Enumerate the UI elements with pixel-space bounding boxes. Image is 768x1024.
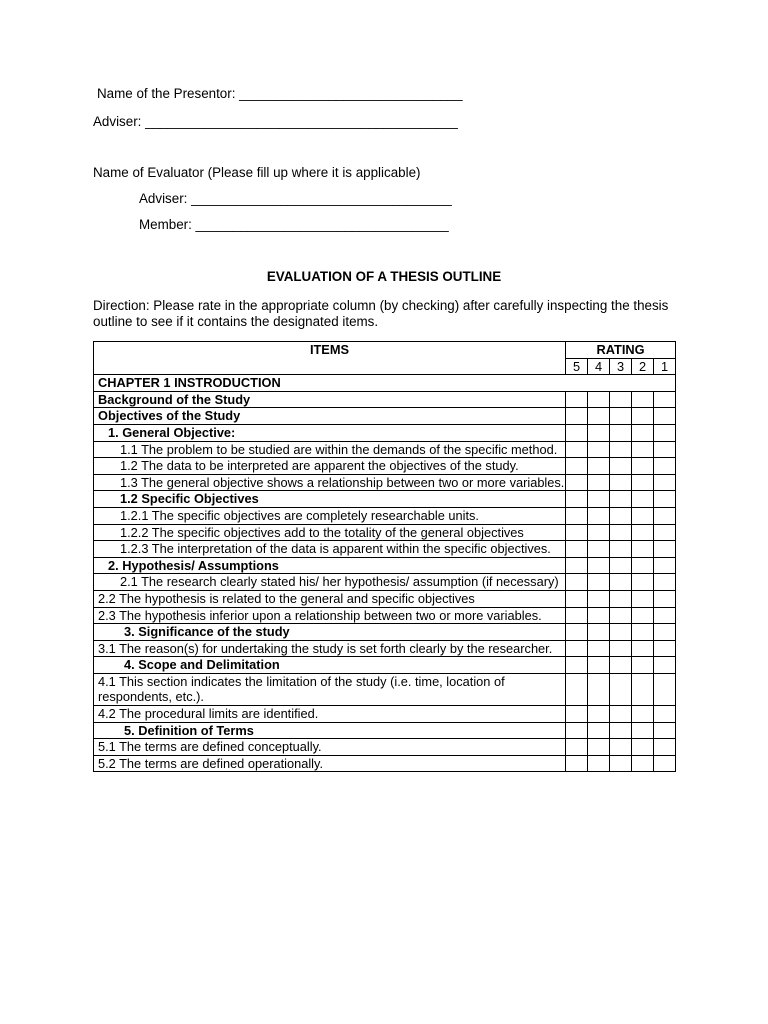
table-header-row	[94, 342, 676, 359]
rating-cell-3[interactable]	[610, 607, 632, 624]
rating-cell-4[interactable]	[588, 722, 610, 739]
rating-cell-1[interactable]	[654, 706, 676, 723]
rating-cell-1[interactable]	[654, 524, 676, 541]
item-text: 4.2 The procedural limits are identified.	[94, 706, 566, 723]
item-text: 1. General Objective:	[94, 424, 566, 441]
evaluator-member-line[interactable]: Member: __________________________________	[139, 217, 449, 232]
rating-cell-1[interactable]	[654, 722, 676, 739]
rating-cell-3[interactable]	[610, 557, 632, 574]
rating-cell-2[interactable]	[632, 391, 654, 408]
rating-cell-5[interactable]	[566, 524, 588, 541]
rating-cell-3[interactable]	[610, 673, 632, 705]
direction-text: Direction: Please rate in the appropriate column (by checking) after carefully inspecting the thesis outline to see if it contains the designated items.	[93, 298, 669, 329]
rating-cell-3[interactable]	[610, 590, 632, 607]
rating-cell-5[interactable]	[566, 458, 588, 475]
table-row	[94, 424, 676, 441]
presentor-line[interactable]: Name of the Presentor: ______________________________	[97, 86, 463, 101]
rating-cell-1[interactable]	[654, 590, 676, 607]
item-text: 2.1 The research clearly stated his/ her hypothesis/ assumption (if necessary)	[94, 574, 566, 591]
rating-cell-1[interactable]	[654, 441, 676, 458]
rating-cell-1[interactable]	[654, 408, 676, 425]
item-text: 1.2.2 The specific objectives add to the totality of the general objectives	[94, 524, 566, 541]
item-text: 2.3 The hypothesis inferior upon a relationship between two or more variables.	[94, 607, 566, 624]
rating-cell-4[interactable]	[588, 706, 610, 723]
table-row	[94, 458, 676, 475]
rating-scale-1: 1	[654, 358, 676, 375]
rating-cell-2[interactable]	[632, 640, 654, 657]
table-row	[94, 574, 676, 591]
rating-cell-1[interactable]	[654, 574, 676, 591]
rating-cell-5[interactable]	[566, 673, 588, 705]
rating-cell-4[interactable]	[588, 541, 610, 558]
rating-scale-2: 2	[632, 358, 654, 375]
rating-scale-5: 5	[566, 358, 588, 375]
table-row	[94, 657, 676, 674]
rating-cell-5[interactable]	[566, 408, 588, 425]
item-text: 1.2.1 The specific objectives are completely researchable units.	[94, 507, 566, 524]
rating-cell-4[interactable]	[588, 524, 610, 541]
table-row	[94, 640, 676, 657]
item-text: 1.2 The data to be interpreted are apparent the objectives of the study.	[94, 458, 566, 475]
table-body	[94, 375, 676, 772]
rating-cell-3[interactable]	[610, 706, 632, 723]
rating-cell-2[interactable]	[632, 657, 654, 674]
table-row	[94, 491, 676, 508]
rating-cell-2[interactable]	[632, 541, 654, 558]
rating-cell-1[interactable]	[654, 739, 676, 756]
rating-cell-3[interactable]	[610, 755, 632, 772]
rating-cell-1[interactable]	[654, 391, 676, 408]
rating-cell-1[interactable]	[654, 607, 676, 624]
rating-cell-2[interactable]	[632, 624, 654, 641]
rating-cell-2[interactable]	[632, 755, 654, 772]
rating-cell-4[interactable]	[588, 458, 610, 475]
evaluator-adviser-line[interactable]: Adviser: ___________________________________	[139, 191, 452, 206]
rating-cell-5[interactable]	[566, 722, 588, 739]
table-row	[94, 408, 676, 425]
item-text: Objectives of the Study	[94, 408, 566, 425]
table-row	[94, 557, 676, 574]
rating-cell-1[interactable]	[654, 474, 676, 491]
rating-cell-2[interactable]	[632, 441, 654, 458]
rating-cell-3[interactable]	[610, 640, 632, 657]
rating-cell-2[interactable]	[632, 574, 654, 591]
evaluator-heading: Name of Evaluator (Please fill up where it is applicable)	[93, 165, 421, 180]
rating-cell-3[interactable]	[610, 574, 632, 591]
rating-cell-4[interactable]	[588, 574, 610, 591]
rating-cell-4[interactable]	[588, 507, 610, 524]
table-row	[94, 590, 676, 607]
rating-cell-1[interactable]	[654, 640, 676, 657]
rating-cell-4[interactable]	[588, 607, 610, 624]
rating-cell-4[interactable]	[588, 474, 610, 491]
rating-cell-2[interactable]	[632, 706, 654, 723]
rating-cell-4[interactable]	[588, 441, 610, 458]
rating-cell-4[interactable]	[588, 491, 610, 508]
table-row	[94, 722, 676, 739]
table-row	[94, 673, 676, 705]
rating-cell-2[interactable]	[632, 458, 654, 475]
rating-cell-1[interactable]	[654, 624, 676, 641]
evaluation-table	[93, 341, 676, 772]
rating-cell-2[interactable]	[632, 739, 654, 756]
rating-cell-1[interactable]	[654, 424, 676, 441]
table-row	[94, 391, 676, 408]
rating-cell-5[interactable]	[566, 507, 588, 524]
rating-cell-4[interactable]	[588, 391, 610, 408]
rating-cell-5[interactable]	[566, 574, 588, 591]
items-header: ITEMS	[94, 342, 566, 375]
rating-cell-4[interactable]	[588, 739, 610, 756]
rating-cell-5[interactable]	[566, 391, 588, 408]
rating-cell-1[interactable]	[654, 491, 676, 508]
rating-cell-3[interactable]	[610, 739, 632, 756]
item-text: CHAPTER 1 INSTRODUCTION	[94, 375, 676, 392]
rating-cell-1[interactable]	[654, 673, 676, 705]
rating-cell-4[interactable]	[588, 408, 610, 425]
item-text: 3.1 The reason(s) for undertaking the study is set forth clearly by the researcher.	[94, 640, 566, 657]
rating-cell-5[interactable]	[566, 657, 588, 674]
rating-cell-5[interactable]	[566, 491, 588, 508]
item-text: 1.2 Specific Objectives	[94, 491, 566, 508]
rating-cell-5[interactable]	[566, 441, 588, 458]
rating-cell-3[interactable]	[610, 424, 632, 441]
adviser-line[interactable]: Adviser: __________________________________________	[93, 114, 458, 129]
item-text: 1.1 The problem to be studied are within the demands of the specific method.	[94, 441, 566, 458]
item-text: 5. Definition of Terms	[94, 722, 566, 739]
rating-cell-3[interactable]	[610, 408, 632, 425]
rating-cell-3[interactable]	[610, 441, 632, 458]
table-row	[94, 624, 676, 641]
table-row	[94, 441, 676, 458]
rating-cell-2[interactable]	[632, 524, 654, 541]
rating-cell-5[interactable]	[566, 640, 588, 657]
table-row	[94, 541, 676, 558]
rating-cell-5[interactable]	[566, 706, 588, 723]
table-row	[94, 507, 676, 524]
rating-cell-5[interactable]	[566, 624, 588, 641]
item-text: 5.1 The terms are defined conceptually.	[94, 739, 566, 756]
rating-cell-2[interactable]	[632, 474, 654, 491]
rating-cell-5[interactable]	[566, 590, 588, 607]
rating-cell-4[interactable]	[588, 755, 610, 772]
rating-cell-4[interactable]	[588, 640, 610, 657]
rating-cell-2[interactable]	[632, 408, 654, 425]
item-text: Background of the Study	[94, 391, 566, 408]
rating-cell-5[interactable]	[566, 607, 588, 624]
rating-cell-2[interactable]	[632, 590, 654, 607]
rating-cell-2[interactable]	[632, 722, 654, 739]
rating-cell-3[interactable]	[610, 507, 632, 524]
rating-cell-3[interactable]	[610, 391, 632, 408]
item-text: 4. Scope and Delimitation	[94, 657, 566, 674]
rating-cell-3[interactable]	[610, 474, 632, 491]
rating-cell-5[interactable]	[566, 739, 588, 756]
rating-cell-4[interactable]	[588, 624, 610, 641]
item-text: 3. Significance of the study	[94, 624, 566, 641]
rating-cell-2[interactable]	[632, 557, 654, 574]
rating-cell-1[interactable]	[654, 458, 676, 475]
item-text: 2.2 The hypothesis is related to the general and specific objectives	[94, 590, 566, 607]
rating-cell-5[interactable]	[566, 557, 588, 574]
rating-cell-3[interactable]	[610, 458, 632, 475]
item-text: 1.2.3 The interpretation of the data is apparent within the specific objectives.	[94, 541, 566, 558]
rating-scale-4: 4	[588, 358, 610, 375]
rating-cell-3[interactable]	[610, 624, 632, 641]
rating-scale-3: 3	[610, 358, 632, 375]
rating-cell-1[interactable]	[654, 755, 676, 772]
rating-header: RATING	[566, 342, 676, 359]
rating-cell-5[interactable]	[566, 541, 588, 558]
table-row	[94, 755, 676, 772]
table-row	[94, 607, 676, 624]
item-text: 1.3 The general objective shows a relationship between two or more variables.	[94, 474, 566, 491]
rating-cell-2[interactable]	[632, 507, 654, 524]
item-text: 5.2 The terms are defined operationally.	[94, 755, 566, 772]
item-text: 2. Hypothesis/ Assumptions	[94, 557, 566, 574]
item-text: 4.1 This section indicates the limitation of the study (i.e. time, location of respondents, etc.).	[94, 673, 566, 705]
rating-cell-2[interactable]	[632, 607, 654, 624]
rating-cell-5[interactable]	[566, 474, 588, 491]
table-row	[94, 524, 676, 541]
rating-cell-3[interactable]	[610, 524, 632, 541]
rating-cell-3[interactable]	[610, 722, 632, 739]
table-row	[94, 474, 676, 491]
rating-cell-4[interactable]	[588, 673, 610, 705]
rating-cell-3[interactable]	[610, 657, 632, 674]
rating-cell-4[interactable]	[588, 657, 610, 674]
rating-cell-4[interactable]	[588, 590, 610, 607]
rating-cell-2[interactable]	[632, 424, 654, 441]
table-row	[94, 706, 676, 723]
rating-cell-4[interactable]	[588, 424, 610, 441]
rating-cell-1[interactable]	[654, 541, 676, 558]
rating-cell-3[interactable]	[610, 541, 632, 558]
rating-cell-1[interactable]	[654, 657, 676, 674]
rating-cell-1[interactable]	[654, 507, 676, 524]
rating-cell-5[interactable]	[566, 424, 588, 441]
rating-cell-5[interactable]	[566, 755, 588, 772]
rating-cell-2[interactable]	[632, 491, 654, 508]
rating-cell-3[interactable]	[610, 491, 632, 508]
rating-cell-4[interactable]	[588, 557, 610, 574]
table-row	[94, 739, 676, 756]
rating-cell-1[interactable]	[654, 557, 676, 574]
table-row	[94, 375, 676, 392]
rating-cell-2[interactable]	[632, 673, 654, 705]
page-title: EVALUATION OF A THESIS OUTLINE	[266, 269, 502, 284]
